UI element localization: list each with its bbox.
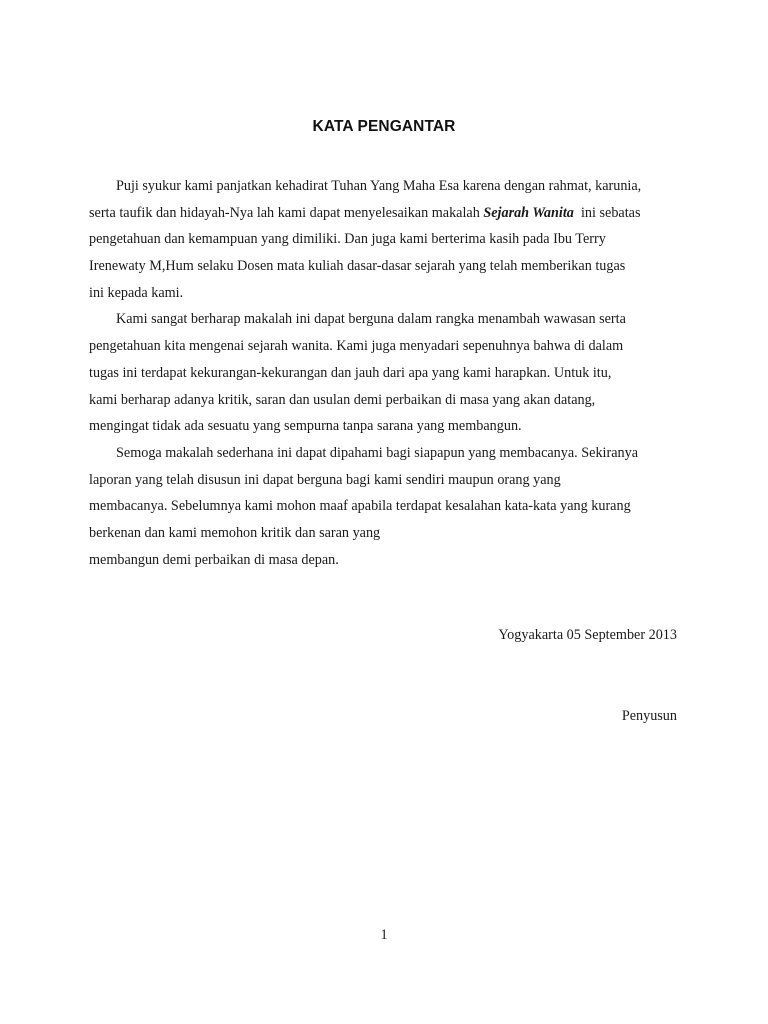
page-title: KATA PENGANTAR [312,118,456,135]
paragraph-2-line-4: kami berharap adanya kritik, saran dan usulan demi perbaikan di masa yang akan datang, [89,391,596,408]
makalah-title-emphasis: Sejarah Wanita [483,204,574,221]
paragraph-3-line-4: berkenan dan kami memohon kritik dan saran yang [89,524,381,541]
line-text-before-emphasis: serta taufik dan hidayah-Nya lah kami dapat menyelesaikan makalah [89,204,484,221]
paragraph-1-line-2 [89,200,679,227]
signer-label: Penyusun [621,708,677,724]
paragraph-2-line-1: Kami sangat berharap makalah ini dapat berguna dalam rangka menambah wawasan serta [116,311,626,328]
body-text [89,173,679,573]
page-number: 1 [380,927,388,943]
paragraph-1-line-1: Puji syukur kami panjatkan kehadirat Tuhan Yang Maha Esa karena dengan rahmat, karunia, [116,178,642,194]
place-date: Yogyakarta 05 September 2013 [498,627,677,643]
paragraph-1-line-3: pengetahuan dan kemampuan yang dimiliki. Dan juga kami berterima kasih pada Ibu Terry [89,231,606,248]
paragraph-3-line-2: laporan yang telah disusun ini dapat berguna bagi kami sendiri maupun orang yang [89,471,561,488]
paragraph-2-line-3: tugas ini terdapat kekurangan-kekurangan dan jauh dari apa yang kami harapkan. Untuk itu, [89,364,612,381]
paragraph-2-line-2: pengetahuan kita mengenai sejarah wanita. Kami juga menyadari sepenuhnya bahwa di dalam [89,338,624,355]
paragraph-3-line-1: Semoga makalah sederhana ini dapat dipahami bagi siapapun yang membacanya. Sekiranya [116,444,638,461]
paragraph-1-line-4: Irenewaty M,Hum selaku Dosen mata kuliah dasar-dasar sejarah yang telah memberikan tugas [89,258,626,275]
paragraph-1-line-5: ini kepada kami. [89,284,184,301]
paragraph-3-line-3: membacanya. Sebelumnya kami mohon maaf apabila terdapat kesalahan kata-kata yang kurang [89,498,631,515]
line-text-after-emphasis: ini sebatas [573,204,641,221]
paragraph-2-line-5: mengingat tidak ada sesuatu yang sempurna tanpa sarana yang membangun. [89,418,522,435]
paragraph-3-line-5: membangun demi perbaikan di masa depan. [89,551,339,568]
